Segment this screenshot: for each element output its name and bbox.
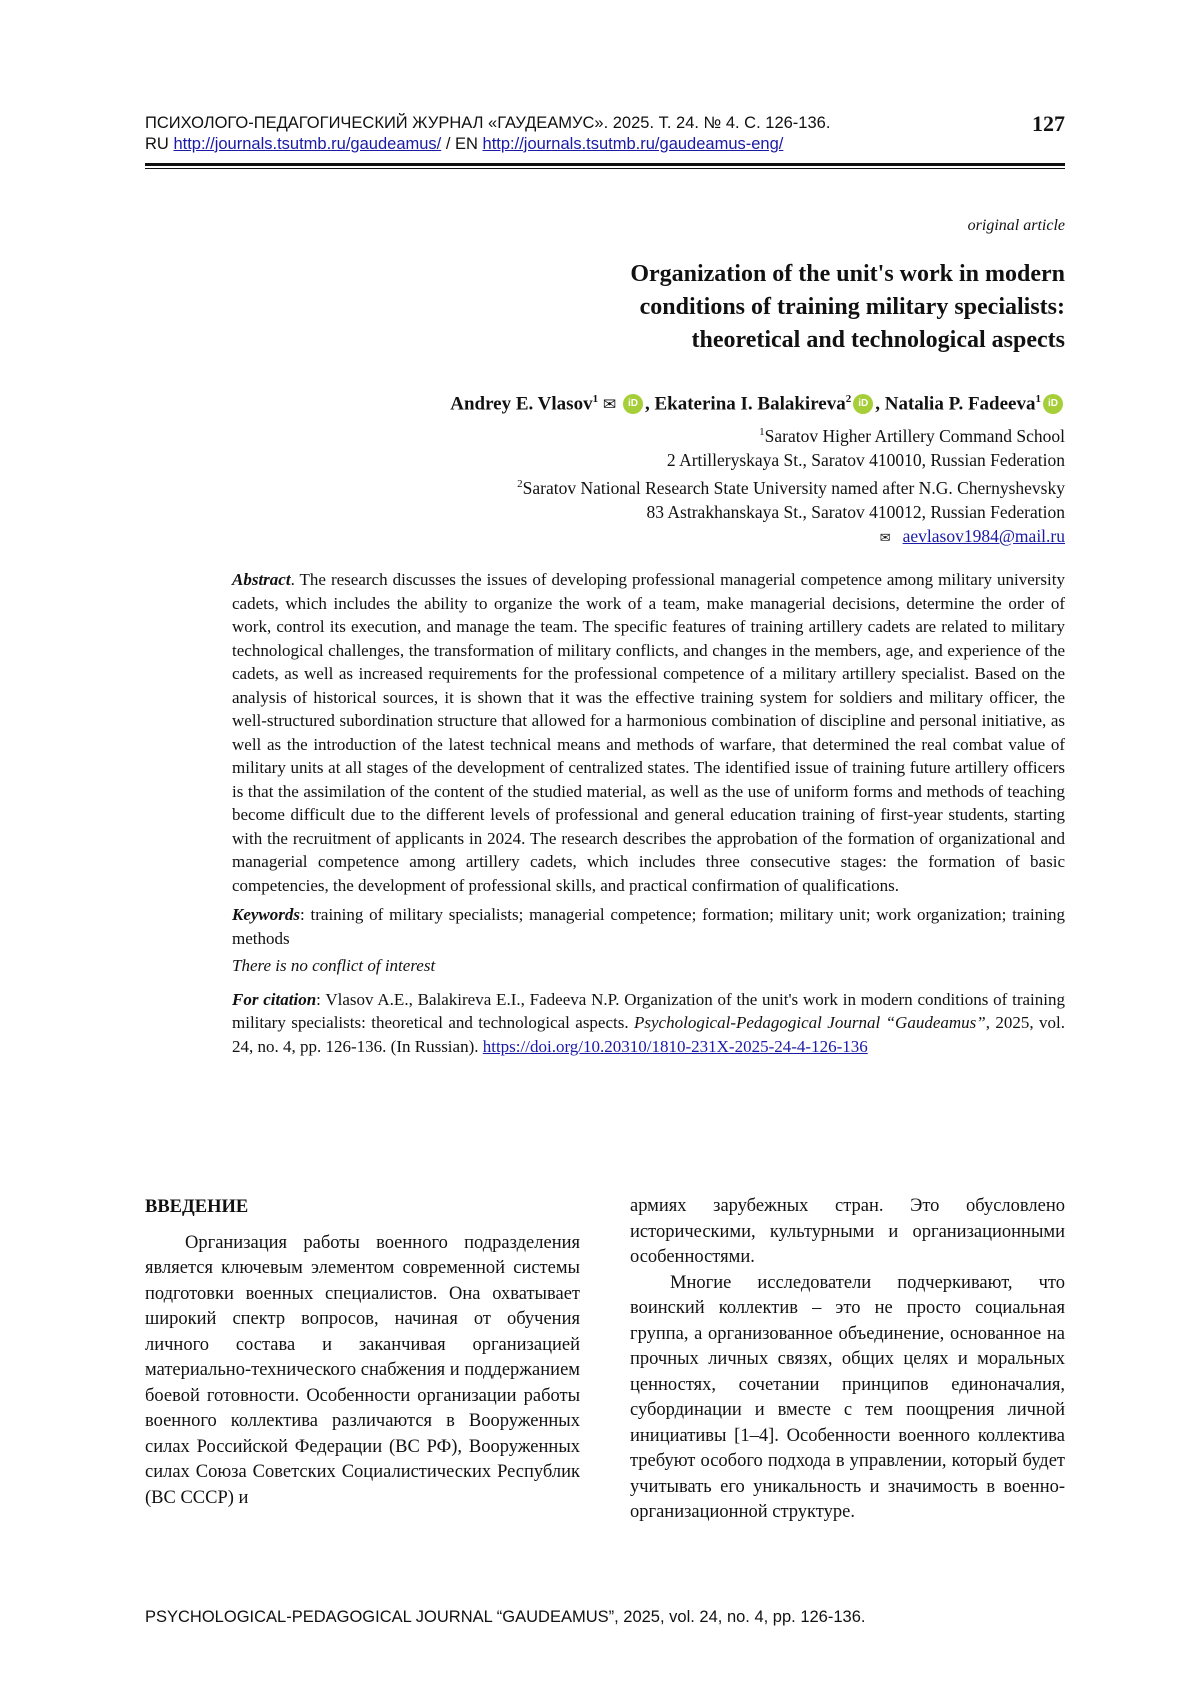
citation-text-1: : Vlasov A.E., Balakireva E.I., Fadeeva N.P. Organization of the unit's work in modern conditions of training military specialists: theoretical and technological aspects. xyxy=(232,989,1065,1032)
affiliation-2 xyxy=(517,472,1065,500)
journal-line: ПСИХОЛОГО-ПЕДАГОГИЧЕСКИЙ ЖУРНАЛ «ГАУДЕАМУС». 2025. Т. 24. № 4. С. 126-136. xyxy=(145,114,831,132)
article-title xyxy=(365,258,1065,357)
ru-journal-link[interactable]: http://journals.tsutmb.ru/gaudeamus/ xyxy=(173,135,442,153)
envelope-icon[interactable]: ✉ xyxy=(602,396,617,414)
body-column-left xyxy=(145,1195,580,1511)
keywords-text: : training of military specialists; managerial competence; formation; military unit; work organization; training methods xyxy=(232,905,1065,948)
conflict-of-interest: There is no conflict of interest xyxy=(232,956,436,975)
author-3-sup: 1 xyxy=(1035,393,1041,405)
citation-text-2: , 2025, vol. 24, no. 4, pp. 126-136. (In Russian). xyxy=(232,1013,1065,1056)
en-journal-link[interactable]: http://journals.tsutmb.ru/gaudeamus-eng/ xyxy=(482,135,784,153)
doi-link[interactable]: https://doi.org/10.20310/1810-231X-2025-24-4-126-136 xyxy=(482,1036,868,1056)
author-1-name: Andrey E. Vlasov xyxy=(450,393,593,415)
author-list xyxy=(450,393,1065,415)
author-3-name: , Natalia P. Fadeeva xyxy=(875,393,1036,415)
citation-journal: Psychological-Pedagogical Journal “Gaudeamus” xyxy=(634,1013,986,1032)
affiliations xyxy=(517,420,1065,550)
title-line-1: Organization of the unit's work in modern xyxy=(630,261,1065,287)
title-line-3: theoretical and technological aspects xyxy=(691,327,1065,353)
header-rule-thin xyxy=(145,168,1065,169)
email-link[interactable]: aevlasov1984@mail.ru xyxy=(902,525,1065,546)
affiliation-2-address: 83 Astrakhanskaya St., Saratov 410012, Russian Federation xyxy=(646,501,1065,522)
author-2-name: , Ekaterina I. Balakireva xyxy=(644,393,846,415)
section-heading: ВВЕДЕНИЕ xyxy=(145,1197,249,1217)
orcid-icon[interactable]: iD xyxy=(623,394,643,414)
author-2-sup: 2 xyxy=(845,393,852,405)
affiliation-1 xyxy=(517,420,1065,448)
running-header xyxy=(145,113,1065,155)
keywords-label: Keywords xyxy=(232,905,300,924)
abstract-label: Abstract xyxy=(232,570,291,589)
page-number: 127 xyxy=(1032,111,1065,136)
body-paragraph: армиях зарубежных стран. Это обусловлено историческими, культурными и организационными особенностями. xyxy=(630,1196,1065,1267)
email-row xyxy=(517,524,1065,550)
journal-links xyxy=(145,134,1065,155)
orcid-icon[interactable]: iD xyxy=(1043,394,1063,414)
citation xyxy=(232,988,1065,1059)
author-1-sup: 1 xyxy=(592,393,599,405)
article-type: original article xyxy=(967,217,1065,234)
keywords xyxy=(232,903,1065,950)
ru-prefix: RU xyxy=(145,135,169,153)
affiliation-1-sup: 1 xyxy=(759,426,765,438)
abstract-text: . The research discusses the issues of developing professional managerial competence among military university cadets, which includes the ability to organize the work of a team, make managerial decisions, determine the order of work, control its execution, and manage the team. The specific features of training artillery cadets are related to military technological challenges, the transformation of military conflicts, and changes in the members, age, and experience of the cadets, as well as increased requirements for the professional competence of a military artillery specialist. Based on the analysis of historical sources, it is shown that it was the effective training system for soldiers and military officer, the well-structured subordination structure that allowed for a harmonious combination of discipline and personal initiative, as well as the introduction of the latest technical means and methods of warfare, that determined the real combat value of military units at all stages of the development of centralized states. The identified issue of training future artillery officers is that the assimilation of the content of the studied material, as well as the use of uniform forms and methods of teaching become difficult due to the different levels of professional and general education training of first-year students, starting with the recruitment of applicants in 2024. The research describes the approbation of the formation of organizational and managerial competence among artillery cadets, which includes three consecutive stages: the formation of basic competencies, the development of professional skills, and practical confirmation of qualifications. xyxy=(232,570,1065,895)
title-line-2: conditions of training military specialists: xyxy=(639,294,1065,320)
body-column-right xyxy=(630,1194,1065,1526)
citation-label: For citation xyxy=(232,989,317,1009)
affiliation-2-name: Saratov National Research State University named after N.G. Chernyshevsky xyxy=(522,477,1065,498)
affiliation-2-sup: 2 xyxy=(517,477,523,490)
link-separator: / EN xyxy=(441,135,483,153)
orcid-icon[interactable]: iD xyxy=(853,394,873,414)
running-footer: PSYCHOLOGICAL-PEDAGOGICAL JOURNAL “GAUDEAMUS”, 2025, vol. 24, no. 4, pp. 126-136. xyxy=(145,1608,866,1626)
body-paragraph: Многие исследователи подчеркивают, что воинский коллектив – это не просто социальная группа, а организованное объединение, основанное на прочных личных связях, общих целях и моральных ценностях, сочетании принципов единоначалия, субординации и вместе с тем поощрения личной инициативы [1–4]. Особенности военного коллектива требуют особого подхода в управлении, который будет учитывать его уникальность и значимость в военно-организационной структуре. xyxy=(630,1272,1065,1522)
body-paragraph: Организация работы военного подразделения является ключевым элементом современной системы подготовки военных специалистов. Она охватывает широкий спектр вопросов, начиная от обучения личного состава и заканчивая организацией материально-технического снабжения и поддержанием боевой готовности. Особенности организации работы военного коллектива различаются в Вооруженных силах Российской Федерации (ВС РФ), Вооруженных силах Союза Советских Социалистических Республик (ВС СССР) и xyxy=(145,1232,580,1508)
abstract-block xyxy=(232,568,1065,1058)
email-icon: ✉ xyxy=(879,529,891,545)
abstract xyxy=(232,568,1065,897)
header-rule-thick xyxy=(145,163,1065,166)
affiliation-1-name: Saratov Higher Artillery Command School xyxy=(764,425,1065,446)
affiliation-1-address: 2 Artilleryskaya St., Saratov 410010, Russian Federation xyxy=(666,449,1065,470)
